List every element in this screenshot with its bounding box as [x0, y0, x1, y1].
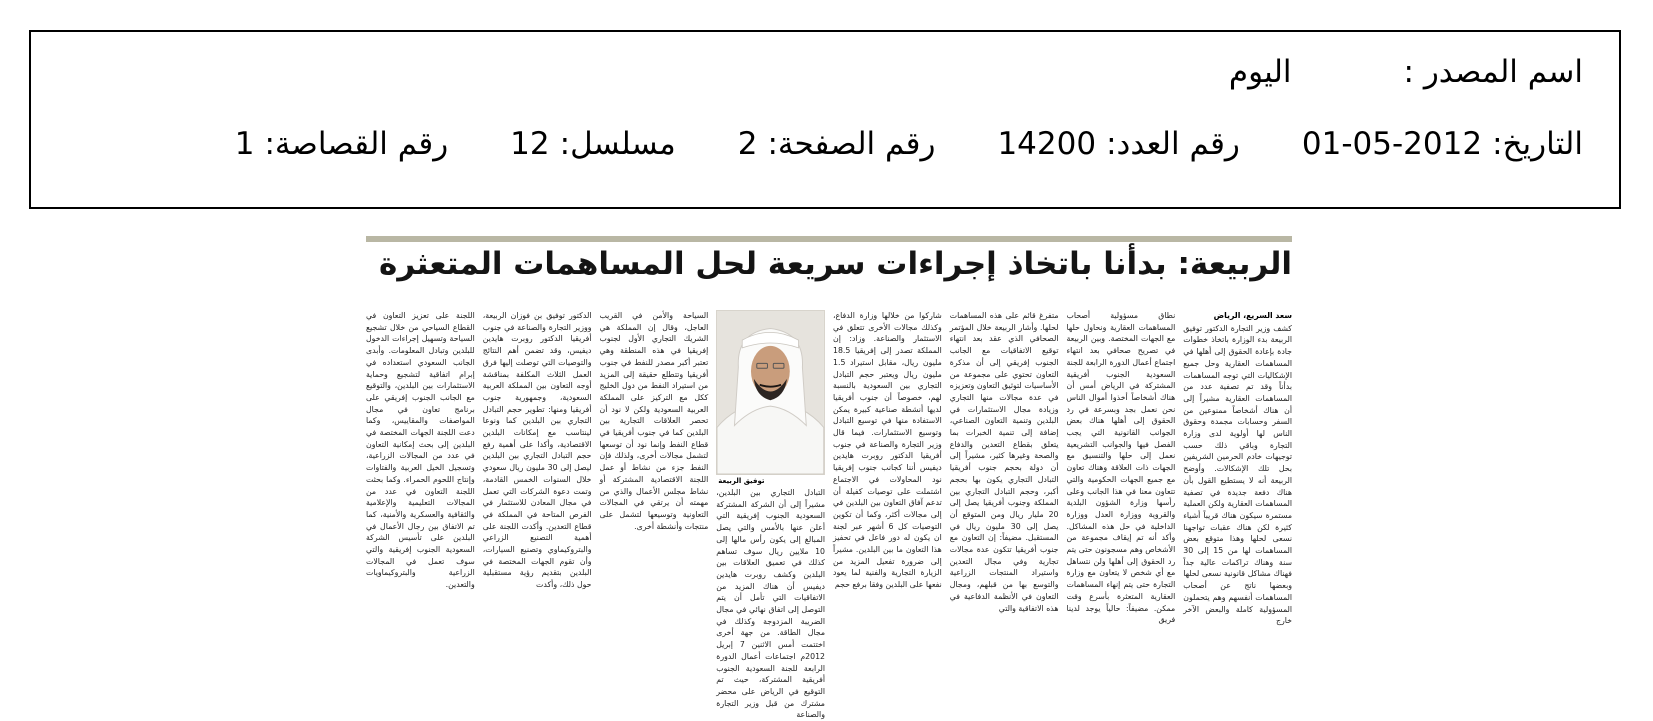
portrait-figure [717, 311, 824, 474]
page-field [738, 126, 936, 162]
date-field [1302, 126, 1583, 162]
serial-field [510, 126, 676, 162]
details-row [235, 126, 1583, 162]
source-value: اليوم [1228, 54, 1292, 90]
article-column-4 [833, 310, 942, 640]
serial-value: 12 [510, 126, 550, 162]
article-column-text: متفرغ قائم على هذه المساهمات لحلها. وأشار الربيعة خلال المؤتمر الصحافي الذي عقد بعد انتهاء توقيع الاتفاقيات مع الجانب الجنوب إفريقي إلى أن مذكرة التعاون تحتوي على مجموعة من الأساسيات لتوثيق التعاون وتعزيزه في عدة مجالات منها التجاري وزيادة مجال الاستثمارات في البلدين وتنمية التعاون الصناعي، إضافة إلى تنمية الخبرات بما يتعلق بقطاع التعدين والدفاع والصحة وغيرها كثير، مشيراً إلى أن دولة بحجم جنوب أفريقيا التبادل التجاري يكون بها بحجم أكبر، وحجم التبادل التجاري بين المملكة وجنوب أفريقيا يصل إلى 20 مليار ريال ومن المتوقع أن يصل إلى 30 مليون ريال في المستقبل. مضيفاً: إن التعاون مع جنوب أفريقيا تتكون عدة مجالات تجارية وفي مجال التعدين واستيراد المنتجات الزراعية والتوسع بها من قبلهم، ومجال التعاون في الأنظمة الدفاعية في هذه الاتفاقية والتي [949, 311, 1059, 613]
clip-label: رقم القصاصة: [264, 126, 449, 162]
metadata-box [29, 30, 1621, 209]
article-byline: سعد السريع، الرياض [1213, 311, 1292, 320]
article-column-3 [950, 310, 1059, 640]
date-label: التاريخ: [1492, 126, 1583, 162]
date-value: 2012-05-01 [1301, 126, 1483, 162]
news-clipping [366, 236, 1293, 720]
page-value: 2 [737, 126, 758, 162]
article-column-text: الدكتور توفيق بن فوزان الربيعة، ووزير التجارة والصناعة في جنوب أفريقيا الدكتور روبرت هايدين ديفيس، وقد تضمن أهم النتائج والتوصيات التي توصلت إليها فرق العمل الثلاث المكلفة بمناقشة أوجه التعاون بين المملكة العربية السعودية، وجمهورية جنوب أفريقيا ومنها: تطوير حجم التبادل التجاري بين البلدين كما ونوعا لينتاسب مع إمكانات البلدين الاقتصادية، وأكدا على أهمية رفع حجم التبادل التجاري بين البلدين ليصل إلى 30 مليون ريال سعودي خلال السنوات الخمس القادمة، وتمت دعوة الشركات التي تعمل في مجال المعادن للاستثمار في الفرص المتاحة في المملكة في قطاع التعدين. وأكدت اللجنة على أهمية التصنيع الزراعي والبتروكيماوي وتصنيع السيارات، وأن تقوم الجهات المختصة في البلدين بتقديم رؤية مستقبلية حول ذلك، وأكدت [482, 311, 592, 590]
article-column-8 [366, 310, 475, 640]
article-column-text: التبادل التجاري بين البلدين، مشيراً إلى أن الشركة المشتركة السعودية الجنوب إفريقية التي أعلن عنها بالأمس والتي يصل المبالغ إلى يكون رأس مالها إلى 10 ملايين ريال سوف تساهم كذلك في تعميق العلاقات بين البلدين وكشف روبرت هايدين ديفيس أن هناك المزيد من الاتفاقيات التي تأمل أن يتم التوصل إلى اتفاق نهائي في مجال الضريبة المزدوجة وكذلك في مجال الطاقة. من جهة أخرى اختتمت أمس الاثنين 7 إبريل 2012م اجتماعات أعمال الدورة الرابعة للجنة السعودية الجنوب أفريقية المشتركة، حيث تم التوقيع في الرياض على محضر مشترك من قبل وزير التجارة والصناعة [716, 488, 825, 720]
article-column-2 [1067, 310, 1176, 640]
issue-value: 14200 [997, 126, 1097, 162]
article-headline: الربيعة: بدأنا باتخاذ إجراءات سريعة لحل المساهمات المتعثرة [379, 246, 1292, 282]
article-column-5 [716, 487, 825, 721]
article-column-text: شاركوا من خلالها وزارة الدفاع، وكذلك مجالات الأخرى تتعلق في الاستثمار والصناعة. وزاد: إن المملكة تصدر إلى إفريقيا 18.5 مليون ريال، مقابل استيراد 1.5 مليون ريال ويعتبر حجم التبادل التجاري بين السعودية بالنسبة لهم، خصوصاً أن جنوب أفريقيا لديها أنشطة صناعية كبيرة يمكن الاستفادة منها في توسيع التبادل وتوسيع الاستثمارات. فيما قال وزير التجارة والصناعة في جنوب أفريقيا الدكتور روبرت هايدين ديفيس أننا كجانب جنوب إفريقيا نود المحاولات في الاجتماع اشتملت على توصيات كفيلة أن تدعم آفاق التعاون بين البلدين في إلى مجالات أكثر، وكما أن تكوين التوصيات كل 6 أشهر عبر لجنة ان يكون له دور فاعل في تحفيز هذا التعاون ما بين البلدين. مشيراً إلى ضرورة تفعيل المزيد من الزيارة التجارية والفنية لما يعود نفعها على البلدين وفقا برفع حجم [833, 311, 942, 590]
article-column-6 [600, 310, 709, 640]
source-row [1229, 54, 1583, 90]
photo-column [716, 310, 825, 720]
photo-caption: توفيق الربيعة [718, 477, 765, 486]
article-column-7 [483, 310, 592, 640]
article-column-1 [1183, 310, 1292, 640]
issue-field [997, 126, 1239, 162]
article-column-text: اللجنة على تعزيز التعاون في القطاع السياحي من خلال تشجيع السياحة وتسهيل إجراءات الدخول للبلدين وتبادل المعلومات. وأبدى الجانب السعودي استعداده في إبرام اتفاقية لتشجيع وحماية الاستثمارات بين البلدين، والتوقيع مع الجانب الجنوب إفريقي على برنامج تعاون في مجال المواصفات والمقاييس، وكما دعت اللجنة الجهات المختصة في البلدين إلى بحث إمكانية التعاون في عدد من المجالات الزراعية، وتسجيل الخيل العربية والفتاوات وإنتاج اللحوم الحمراء. وكما بحثت اللجنة التعاون في عدد من المجالات التعليمية والإعلامية والثقافية والعسكرية والأمنية، كما تم الاتفاق بين رجال الأعمال في البلدين على تأسيس الشركة السعودية الجنوب إفريقية والتي سوف تعمل في المجالات الزراعية والبتروكيماويات والتعدين. [366, 311, 475, 590]
clip-value: 1 [234, 126, 255, 162]
article-column-text: كشف وزير التجارة الدكتور توفيق الربيعة بدء الوزارة باتخاذ خطوات جادة بإعادة الحقوق إلى أهلها في المساهمات العقارية وحل جميع الإشكاليات التي توجه المساهمات بدأناً وقد تم تصفية عدد من المساهمات العقارية مشيراً إلى أن هناك أشخاصاً ممنوعين من السفر وحسابات مجمدة وحقوق الناس لها أولوية لدى وزارة التجارة وباقي ذلك حسب توجيهات خادم الحرمين الشريفين بحل تلك الإشكالات. وأوضح الربيعة أنه لا يستطيع القول بأن هناك دفعة جديدة في تصفية المساهمات العقارية ولكن العملية مستمرة سيكون هناك قريباً أشياء كثيرة لكن هناك عقبات تواجهنا نسعى لحلها وهذا متوقع بعض المساهمات لها من 15 إلى 30 سنة وهناك تراكمات عالية جداً فهناك مشاكل قانونية نسعى لحلها وبعضها ناتج عن أصحاب المساهمات أنفسهم وهم يتحملون المسؤولية كاملة والبعض الآخر خارج [1183, 323, 1293, 626]
clip-field [235, 126, 448, 162]
page-label: رقم الصفحة: [767, 126, 936, 162]
portrait-photo [716, 310, 825, 475]
serial-label: مسلسل: [559, 126, 676, 162]
issue-label: رقم العدد: [1106, 126, 1240, 162]
headline-rule [366, 236, 1292, 242]
article-column-text: نطاق مسؤولية أصحاب المساهمات العقارية ونحاول حلها مع الجهات المختصة. وبين الربيعة في تصريح صحافي بعد انتهاء اجتماع أعمال الدورة الرابعة للجنة السعودية الجنوب أفريقية المشتركة في الرياض أمس أن هناك أشخاصاً أخذوا أموال الناس نحن نعمل بجد وبسرعة في رد الحقوق إلى أهلها هناك بعض الجوانب القانونية التي يجب الفصل فيها والجوانب التشريعية نعمل إلى حلها والتنسيق مع الجهات ذات العلاقة وهناك تعاون مع جميع الجهات الحكومية والتي تتعاون معنا في هذا الجانب وعلى رأسها وزارة الشؤون البلدية والقروية ووزارة العدل ووزارة الداخلية في حل هذه المشاكل. وأكد أنه تم إيقاف مجموعة من الأشخاص وهم مسجونون حتى يتم رد الحقوق إلى أهلها ولن نتساهل مع أي شخص لا يتعاون مع وزارة التجارة حتى يتم إنهاء المساهمات العقارية المتعثرة بأسرع وقت ممكن. مضيفاً: حالياً يوجد لدينا فريق [1066, 311, 1176, 625]
article-column-text: السياحة والأمن في القريب العاجل، وقال إن المملكة هي الشريك التجاري الأول لجنوب إفريقيا في هذه المنطقة وهي تعتبر أكبر مصدر للنفط في جنوب أفريقيا وتتطلع حقيقة إلى المزيد من استيراد النفط من دول الخليج ككل مع التركيز على المملكة العربية السعودية ولكن لا نود أن تحصر العلاقات التجارية بين البلدين كما في جنوب أفريقيا في قطاع النفط وإنما نود أن توسعها لتشمل مجالات أخرى، ولذلك فإن النفط جزء من نشاط أو عمل اللجنة الاقتصادية المشتركة أو نشاط مجلس الأعمال والذي من مهمته أن يرتقي في المجالات التعاونية وتوسيعها لتشمل على منتجات وأنشطة أخرى. [599, 311, 709, 531]
article-columns [366, 310, 1293, 720]
source-label: اسم المصدر : [1403, 54, 1583, 90]
